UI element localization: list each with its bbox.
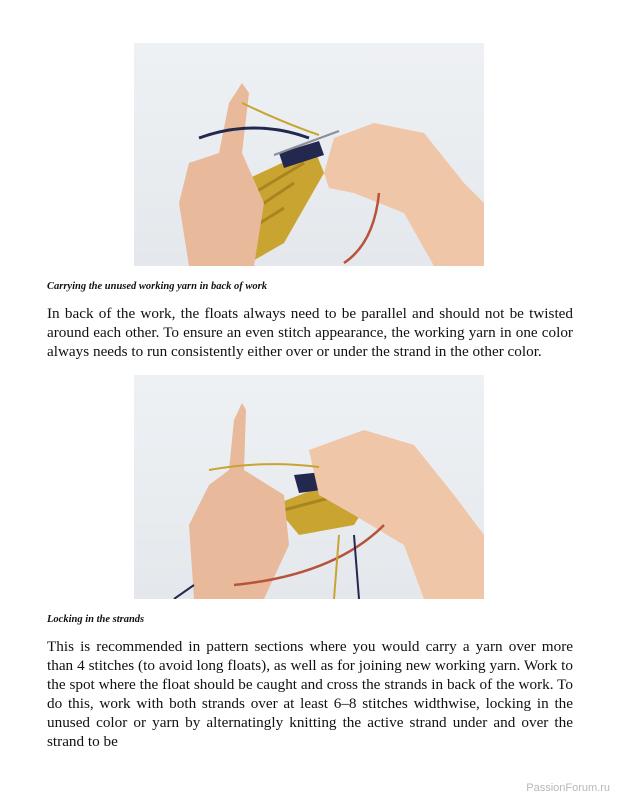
figure-caption: Carrying the unused working yarn in back of work — [47, 281, 267, 292]
photo-knitting-locking-strands — [134, 375, 484, 599]
body-paragraph: This is recommended in pattern sections where you would carry a yarn over more than 4 stitches (to avoid long floats), as well as for joining new working yarn. Work to the spot where the float should be caught and cross the strands in back of the work. To do this, work with both strands over at least 6–8 stitches widthwise, locking in the unused color or yarn by alternatingly knitting the active strand under and over the strand to be — [47, 638, 573, 750]
body-paragraph: In back of the work, the floats always need to be parallel and should not be twisted around each other. To ensure an even stitch appearance, the working yarn in one color always needs to run consistently either over or under the strand in the other color. — [47, 305, 573, 360]
watermark: PassionForum.ru — [526, 782, 610, 794]
photo-knitting-carrying-yarn — [134, 43, 484, 266]
figure-caption: Locking in the strands — [47, 614, 145, 625]
